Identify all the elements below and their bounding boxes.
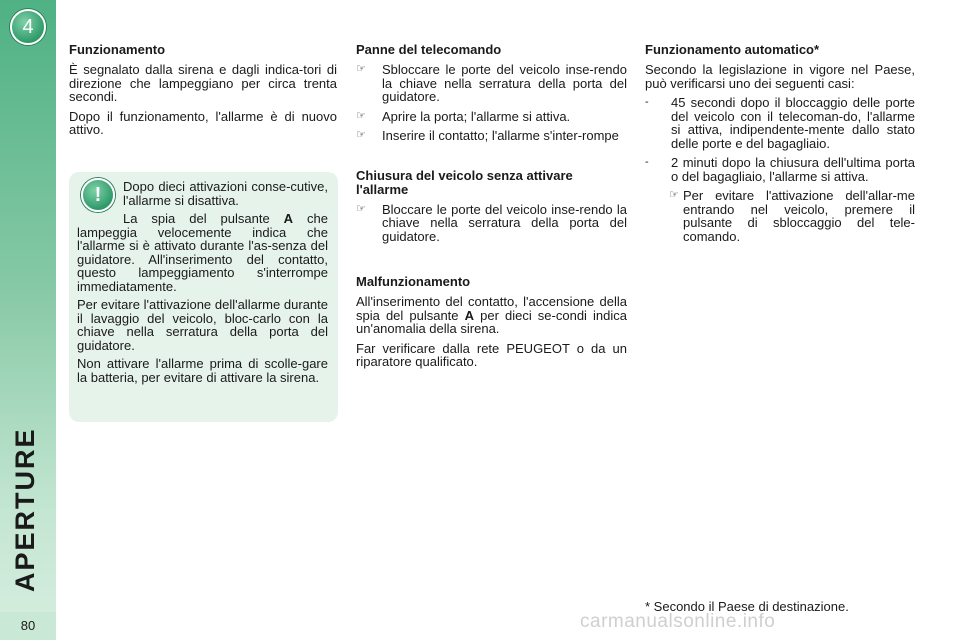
- list-item: ☞ Inserire il contatto; l'allarme s'inter-rompe: [356, 128, 619, 143]
- paragraph: All'inserimento del contatto, l'accensione della spia del pulsante A per dieci se-condi indica un'anomalia della sirena.: [356, 294, 628, 336]
- button-key-a: A: [464, 307, 475, 323]
- column-2: [356, 43, 627, 375]
- pointing-hand-icon: ☞: [356, 109, 366, 122]
- page-number: 80: [0, 612, 56, 640]
- list-item: ☞ Aprire la porta; l'allarme si attiva.: [356, 108, 571, 124]
- section-title: APERTURE: [10, 427, 40, 592]
- paragraph: Far verificare dalla rete PEUGEOT o da un riparatore qualificato.: [356, 340, 627, 369]
- dash-marker: -: [645, 96, 649, 108]
- heading-funzionamento: Funzionamento: [69, 42, 166, 57]
- column-3: [645, 43, 915, 249]
- note-text: [77, 180, 328, 389]
- footnote: * Secondo il Paese di destinazione.: [645, 599, 849, 614]
- paragraph: È segnalato dalla sirena e dagli indica-tori di direzione che lampeggiano per circa trenta secondi.: [69, 62, 337, 104]
- list-item: ☞ Per evitare l'attivazione dell'allar-me entrando nel veicolo, premere il pulsante di sbloccaggio del tele-comando.: [669, 188, 915, 244]
- note-paragraph: Per evitare l'attivazione dell'allarme durante il lavaggio del veicolo, bloc-carlo con la chiave nella serratura della porta del guidatore.: [77, 297, 328, 353]
- watermark: carmanualsonline.info: [580, 611, 776, 632]
- heading-chiusura-senza-allarme: Chiusura del veicolo senza attivare l'allarme: [356, 167, 573, 197]
- pointing-hand-icon: ☞: [356, 63, 366, 75]
- note-paragraph: Dopo dieci attivazioni conse-cutive, l'allarme si disattiva.: [123, 179, 328, 208]
- pointing-hand-icon: ☞: [356, 129, 366, 141]
- pointing-hand-icon: ☞: [356, 202, 366, 215]
- list-item: - 45 secondi dopo il bloccaggio delle porte del veicolo con il telecoman-do, l'allarme si attiva, indipendente-mente dallo stato delle porte e del bagagliaio.: [645, 95, 915, 151]
- chapter-number-badge: [10, 9, 46, 45]
- dash-marker: -: [645, 156, 649, 168]
- note-paragraph: Non attivare l'allarme prima di scolle-gare la batteria, per evitare di attivare la sirena.: [77, 356, 328, 385]
- paragraph: Secondo la legislazione in vigore nel Paese, può verificarsi uno dei seguenti casi:: [645, 62, 915, 91]
- pointing-hand-icon: ☞: [669, 189, 679, 201]
- column-1: [69, 43, 337, 143]
- list-item: ☞ Sbloccare le porte del veicolo inse-rendo la chiave nella serratura della porta del guidatore.: [356, 62, 627, 104]
- button-key-a: A: [283, 211, 294, 226]
- heading-panne-telecomando: Panne del telecomando: [356, 42, 502, 57]
- chapter-number: 4: [22, 15, 34, 38]
- paragraph: Dopo il funzionamento, l'allarme è di nuovo attivo.: [69, 108, 337, 137]
- heading-funzionamento-automatico: Funzionamento automatico*: [645, 42, 820, 57]
- heading-malfunzionamento: Malfunzionamento: [356, 274, 471, 289]
- exclamation-icon: !: [81, 178, 115, 212]
- warning-note-box: [69, 172, 338, 422]
- note-paragraph: La spia del pulsante A che lampeggia velocemente indica che l'allarme si è attivato durante l'as-senza del guidatore. All'inserimento del contatto, questo lampeggiamento s'interrompe immediatamente.: [77, 211, 328, 294]
- list-item: ☞ Bloccare le porte del veicolo inse-rendo la chiave nella serratura della porta del guidatore.: [356, 201, 627, 244]
- list-item: - 2 minuti dopo la chiusura dell'ultima porta o del bagagliaio, l'allarme si attiva.: [645, 155, 915, 184]
